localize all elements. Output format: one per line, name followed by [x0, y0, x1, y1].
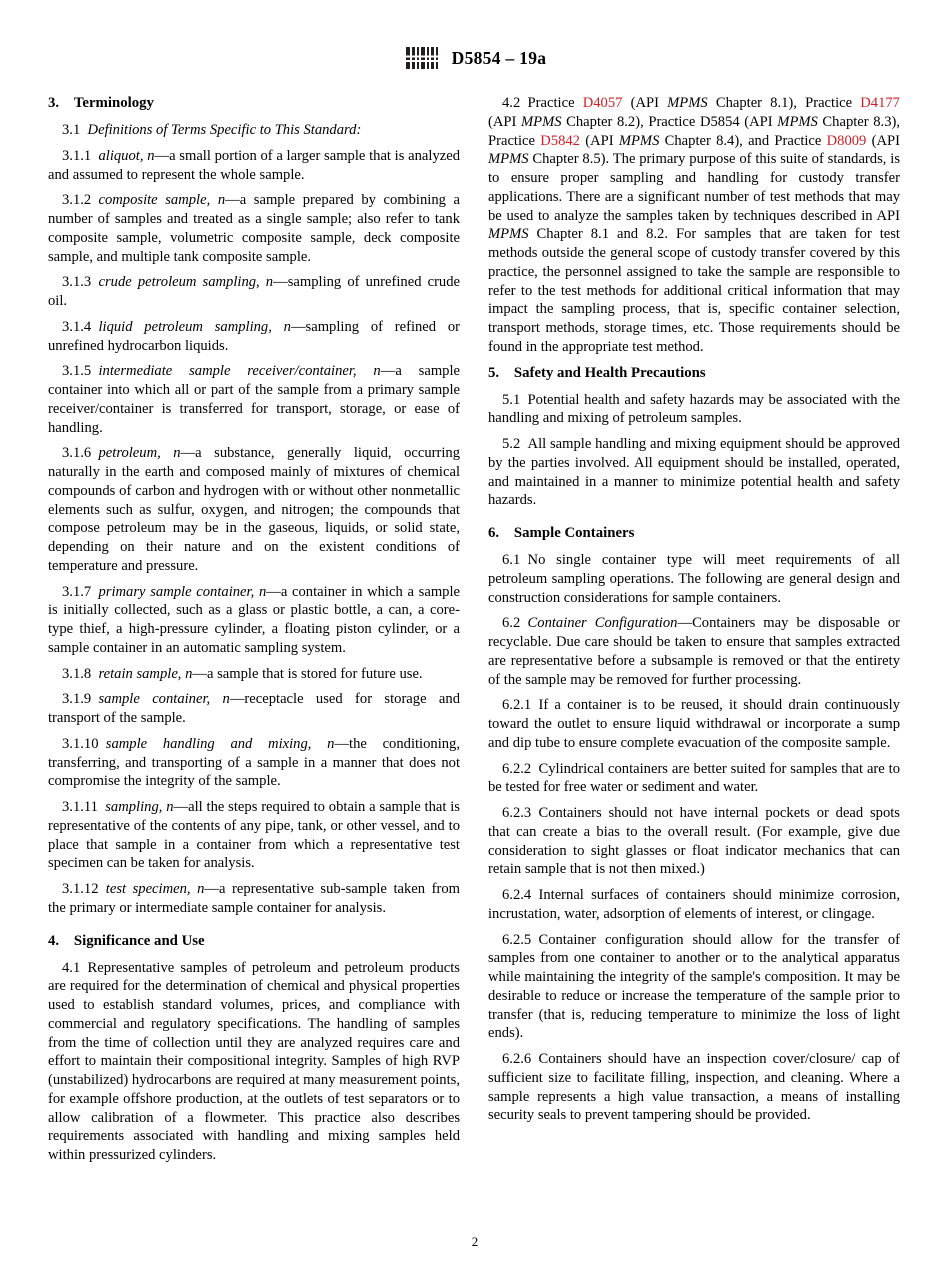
page-number: 2 — [471, 1234, 479, 1249]
paragraph-text: (API — [866, 132, 900, 149]
paragraph-number: 5.2 — [502, 436, 521, 452]
paragraph-term: test specimen, n — [105, 881, 205, 897]
paragraph-number: 3.1.12 — [62, 881, 99, 897]
paragraph-term: Container Configuration — [527, 615, 678, 632]
paragraph-text: —all the steps required to obtain a sample that is representative of the contents of any pipe, tank, or other vessel, and to place that sample in a container from which a representative test specimen can be taken for analysis. — [48, 799, 460, 872]
italic-term: MPMS — [521, 113, 562, 130]
paragraph-text: —sampling of refined or unrefined hydrocarbon liquids. — [48, 318, 461, 354]
paragraph — [488, 886, 900, 924]
paragraph-number: 3.1.5 — [62, 363, 92, 380]
standard-designation: D5854 – 19a — [451, 47, 547, 68]
paragraph-text: Container configuration should allow for the transfer of samples from one container to another or to the analytical apparatus while maintaining the integrity of the sample's composition. It may be desirable to reduce or increase the temperature of the sample prior to transfer (that is, reducing temperature to minimize the loss of light ends). — [488, 931, 900, 1042]
paragraph — [48, 959, 460, 1165]
paragraph-text: Containers should not have internal pockets or dead spots that can create a bias to the overall result. (For example, give due consideration to sight glasses or float indicator mechanics that can retain sample that is not then mixed.) — [488, 805, 900, 878]
paragraph-number: 3.1.9 — [62, 691, 92, 708]
paragraph-text: —a small portion of a larger sample that is analyzed and assumed to represent the whole sample. — [48, 147, 460, 183]
paragraph-text: Chapter 8.3), Practice — [488, 113, 900, 149]
section-title: Terminology — [73, 95, 154, 111]
paragraph-term: sample handling and mixing, n — [105, 735, 335, 752]
paragraph-number: 6.1 — [502, 552, 521, 568]
paragraph-text: —a substance, generally liquid, occurring naturally in the earth and composed mainly of mixtures of chemical compounds of carbon and hydrogen with or without other nonmetallic elements such as sulfur, oxygen, and nitrogen; the compounds that compose petroleum may be in the gaseous, liquids, or solid state, depending on their nature and on the existent conditions of temperature and pressure. — [48, 445, 460, 574]
section-heading — [48, 94, 460, 113]
section-number: 6. — [488, 525, 500, 541]
paragraph-text: Containers should have an inspection cover/closure/ cap of sufficient size to facilitate filling, inspection, and cleaning. Where a sample represents a high value transaction, a means of installing security seals to prevent tampering should be provided. — [488, 1051, 900, 1124]
paragraph-number: 6.2 — [502, 615, 521, 632]
paragraph — [48, 191, 460, 266]
paragraph-text: Practice — [527, 95, 583, 111]
paragraph — [48, 444, 460, 575]
standard-reference-link[interactable]: D8009 — [826, 132, 867, 149]
paragraph-term: sample container, n — [98, 691, 230, 708]
paragraph-number: 3.1.2 — [62, 192, 92, 209]
paragraph — [48, 147, 460, 185]
paragraph-number: 3.1.1 — [62, 147, 92, 164]
paragraph-term: liquid petroleum sampling, n — [98, 318, 291, 335]
section-title: Significance and Use — [73, 932, 205, 949]
paragraph — [48, 798, 460, 873]
astm-logo-icon — [404, 43, 440, 73]
paragraph — [48, 880, 460, 918]
paragraph-term: retain sample, n — [98, 665, 193, 682]
paragraph-text: —Containers may be disposable or recyclable. Due care should be taken to ensure that samples extracted are representative before a subsample is removed or that the entirety of the sample may be removed for further processing. — [488, 615, 901, 688]
paragraph — [48, 735, 460, 791]
paragraph-number: 6.2.3 — [502, 805, 532, 821]
paragraph — [488, 435, 900, 510]
paragraph — [48, 318, 460, 356]
paragraph-text: Cylindrical containers are better suited for samples that are to be tested for free water or sediment and water. — [488, 760, 900, 796]
paragraph-text: Internal surfaces of containers should minimize corrosion, incrustation, water, adsorption of elements of interest, or clingage. — [488, 887, 900, 922]
paragraph-number: 6.2.1 — [502, 697, 532, 714]
paragraph-number: 3.1.4 — [62, 318, 92, 335]
paragraph-term: intermediate sample receiver/container, n — [98, 363, 381, 380]
paragraph-text: Chapter 8.4), and Practice — [659, 132, 827, 149]
paragraph-text: (API — [488, 113, 521, 130]
paragraph-number: 6.2.4 — [502, 887, 532, 903]
italic-term: MPMS — [488, 226, 529, 243]
section-number: 3. — [48, 95, 60, 111]
paragraph-text: —a container in which a sample is initially collected, such as a glass or plastic bottle, a can, a core-type thief, a high-pressure cylinder, a floating piston cylinder, or a sample container in an automatic sampling system. — [48, 583, 460, 656]
paragraph-number: 5.1 — [502, 391, 521, 408]
paragraph-text: —the conditioning, transferring, and transporting of a sample in a manner that does not compromise the integrity of the sample. — [48, 735, 460, 790]
italic-term: MPMS — [667, 95, 708, 111]
paragraph — [48, 362, 460, 437]
paragraph-text: —a sample container into which all or part of the sample from a primary sample receiver/container is transferred for transport, storage, or ease of handling. — [48, 363, 460, 436]
paragraph-text: No single container type will meet requirements of all petroleum sampling operations. The following are general design and construction considerations for sample containers. — [488, 552, 900, 606]
paragraph-text: —sampling of unrefined crude oil. — [48, 274, 460, 309]
paragraph — [488, 391, 900, 429]
paragraph — [48, 665, 460, 684]
paragraph-text: —receptacle used for storage and transport of the sample. — [48, 691, 460, 726]
paragraph — [48, 273, 460, 311]
paragraph-number: 6.2.6 — [502, 1051, 532, 1067]
page-header — [48, 38, 902, 78]
paragraph-term: sampling, n — [105, 799, 174, 815]
paragraph-number: 3.1.11 — [62, 799, 98, 815]
paragraph-term: aliquot, n — [98, 147, 155, 164]
section-heading — [488, 364, 900, 383]
section-heading — [488, 524, 900, 543]
paragraph — [488, 551, 900, 607]
paragraph — [488, 94, 900, 357]
paragraph-number: 3.1.10 — [62, 735, 99, 752]
section-title: Sample Containers — [513, 525, 635, 541]
italic-term: MPMS — [777, 113, 818, 130]
standard-reference-link[interactable]: D5842 — [540, 132, 580, 149]
right-column — [488, 94, 900, 1132]
paragraph-text: Representative samples of petroleum and petroleum products are required for the determination of chemical and physical properties used to establish standard volumes, prices, and compliance with commercial and regulatory specifications. The handling of samples from the time of collection until they are analyzed requires care and effort to maintain their compositional integrity. Samples of high RVP (unstabilized) hydrocarbons are required at many measurement points, for example offshore production, at the outlets of test separators or to allow calibration of a flowmeter. This practice also describes requirements associated with handling and mixing samples held within pressurized cylinders. — [48, 959, 460, 1163]
paragraph-number: 6.2.5 — [502, 931, 532, 948]
paragraph-number: 3.1.3 — [62, 274, 92, 291]
paragraph — [488, 804, 900, 879]
paragraph-number: 4.1 — [62, 959, 81, 976]
paragraph — [48, 690, 460, 728]
paragraph — [488, 696, 900, 752]
paragraph-number: 4.2 — [502, 95, 521, 111]
paragraph-term: crude petroleum sampling, n — [98, 274, 274, 291]
paragraph-number: 3.1 — [62, 122, 81, 138]
paragraph-text: Chapter 8.2), Practice D5854 (API — [561, 113, 778, 130]
paragraph-text: Chapter 8.1 and 8.2. For samples that are taken for test methods outside the general scope of custody transfer covered by this practice, the personnel assigned to take the sample are responsible to refer to the test methods for additional critical information that may impact the sampling process, that is, specific container selection, transport methods, storage times, etc. Those requirements should be found in the appropriate test method. — [488, 226, 900, 355]
paragraph-term: primary sample container, n — [98, 583, 267, 600]
paragraph-text: (API — [579, 132, 619, 149]
two-column-body — [48, 94, 902, 1172]
italic-term: MPMS — [618, 132, 660, 149]
standard-reference-link[interactable]: D4057 — [582, 95, 623, 111]
paragraph — [488, 614, 900, 689]
paragraph — [488, 760, 900, 798]
paragraph-number: 3.1.8 — [62, 665, 92, 682]
paragraph-number: 3.1.6 — [62, 445, 92, 462]
paragraph — [488, 1050, 900, 1125]
italic-term: MPMS — [488, 151, 529, 168]
paragraph-text: All sample handling and mixing equipment should be approved by the parties involved. All equipment should be installed, operated, and maintained in a manner to minimize potential health and safety hazards. — [488, 436, 900, 509]
paragraph — [488, 931, 900, 1044]
section-title: Safety and Health Precautions — [513, 364, 706, 381]
paragraph — [48, 121, 460, 140]
standard-reference-link[interactable]: D4177 — [860, 95, 900, 111]
paragraph-text: If a container is to be reused, it should drain continuously toward the outlet to ensure liquid withdrawal or incorporate a sump and dip tube to ensure complete evacuation of the composite sample. — [488, 697, 900, 751]
paragraph-text: Potential health and safety hazards may be associated with the handling and mixing of petroleum samples. — [488, 391, 900, 427]
paragraph-text: Chapter 8.5). The primary purpose of this suite of standards, is to ensure proper sampling and handling for custody transfer applications. There are a significant number of test methods that may be used to analyze the samples taken by techniques described in API — [488, 151, 900, 224]
paragraph-text: —a representative sub-sample taken from the primary or intermediate sample container for analysis. — [48, 881, 460, 916]
section-number: 4. — [48, 932, 60, 949]
section-heading — [48, 932, 460, 951]
paragraph-term: petroleum, n — [98, 445, 181, 462]
paragraph-number: 3.1.7 — [62, 583, 92, 600]
paragraph-term: composite sample, n — [98, 192, 226, 209]
paragraph-text: —a sample that is stored for future use. — [192, 665, 423, 682]
section-number: 5. — [488, 364, 500, 381]
paragraph-number: 6.2.2 — [502, 760, 532, 777]
left-column — [48, 94, 460, 1172]
paragraph — [48, 583, 460, 658]
paragraph-text: —a sample prepared by combining a number of samples and treated as a single sample; also refer to tank composite sample, volumetric composite sample, deck composite sample, and multiple tank composite sample. — [48, 192, 460, 265]
paragraph-text: Chapter 8.1), Practice — [707, 95, 861, 111]
paragraph-term: Definitions of Terms Specific to This Standard: — [87, 122, 362, 138]
paragraph-text: (API — [622, 95, 668, 111]
